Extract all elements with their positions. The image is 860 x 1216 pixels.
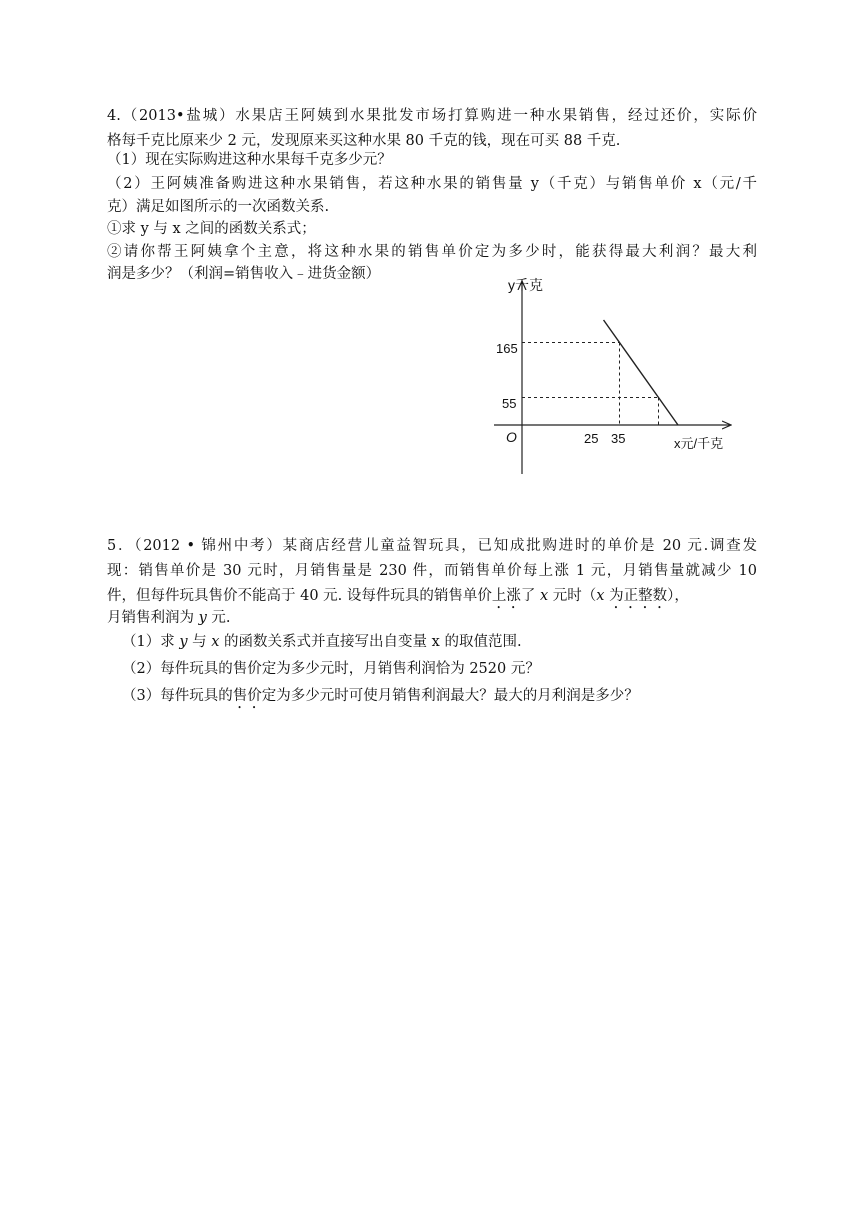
q5-sub-1-mid: 与 — [187, 634, 212, 650]
q4-line-1: 4.（2013•盐城）水果店王阿姨到水果批发市场打算购进一种水果销售，经过还价，实际价 — [107, 108, 757, 124]
q5-line-3-end: ）， — [667, 588, 689, 604]
q5-line-1: 5．（2012 • 锦州中考）某商店经营儿童益智玩具，已知成批购进时的单价是 20 元.调查发 — [107, 538, 757, 554]
function-line — [604, 320, 678, 425]
q5-emph-raise: 上涨 — [491, 588, 521, 604]
q5-sub-3 — [122, 686, 639, 712]
q5-emph-price: 售价 — [232, 688, 262, 704]
y-tick-55: 55 — [502, 396, 517, 411]
q4-sub-1: （1）现在实际购进这种水果每千克多少元？ — [107, 152, 392, 168]
q4-item-2-line-2: 润是多少？（利润=销售收入﹣进货金额） — [107, 266, 381, 282]
q5-var-x: x — [540, 588, 549, 604]
q5-var-x-2: x — [596, 588, 605, 604]
x-axis-label: x元/千克 — [674, 436, 724, 451]
x-tick-35: 35 — [611, 431, 626, 446]
origin-label: O — [506, 429, 517, 445]
q5-emph-positive-integer: 为正整数 — [604, 588, 668, 604]
q5-sub-1 — [122, 632, 522, 652]
q5-sub-3-post: 定为多少元时可使月销售利润最大？最大的月利润是多少？ — [261, 688, 639, 704]
x-tick-25: 25 — [584, 431, 599, 446]
q5-sub-3-pre: （3）每件玩具的 — [122, 688, 233, 704]
q5-sub-1-y: y — [179, 634, 188, 650]
q5-line-2: 现：销售单价是 30 元时，月销售量是 230 件，而销售单价每上涨 1 元，月销售量就减少 10 — [107, 563, 757, 579]
q5-line-4-post: 元. — [206, 610, 231, 626]
linear-function-graph — [494, 276, 740, 476]
q5-sub-1-pre: （1）求 — [122, 634, 180, 650]
q5-line-3-after: 元时（ — [548, 588, 597, 604]
q5-line-4 — [107, 608, 757, 628]
q5-sub-2: （2）每件玩具的售价定为多少元时，月销售利润恰为 2520 元？ — [122, 661, 540, 677]
dashed-guides — [522, 343, 659, 426]
q4-line-2: 格每千克比原来少 2 元，发现原来买这种水果 80 千克的钱，现在可买 88 千克. — [107, 133, 621, 149]
y-axis-label: y千克 — [508, 277, 543, 293]
q4-sub-2-line-1: （2）王阿姨准备购进这种水果销售，若这种水果的销售量 y（千克）与销售单价 x（元/千 — [107, 176, 757, 192]
q4-item-2-line-1: ②请你帮王阿姨拿个主意，将这种水果的销售单价定为多少时，能获得最大利润？最大利 — [107, 244, 757, 260]
q5-line-3-text: 件，但每件玩具售价不能高于 40 元. 设每件玩具的销售单价 — [107, 588, 492, 604]
q4-sub-2-line-2: 克）满足如图所示的一次函数关系. — [107, 199, 330, 215]
q5-sub-1-post: 的函数关系式并直接写出自变量 x 的取值范围. — [219, 634, 522, 650]
q5-sub-1-x: x — [211, 634, 220, 650]
q5-line-3-mid: 了 — [520, 588, 540, 604]
q4-item-1: ①求 y 与 x 之间的函数关系式； — [107, 221, 316, 237]
q5-var-y: y — [198, 610, 207, 626]
q5-line-4-pre: 月销售利润为 — [107, 610, 199, 626]
y-tick-165: 165 — [496, 341, 518, 356]
